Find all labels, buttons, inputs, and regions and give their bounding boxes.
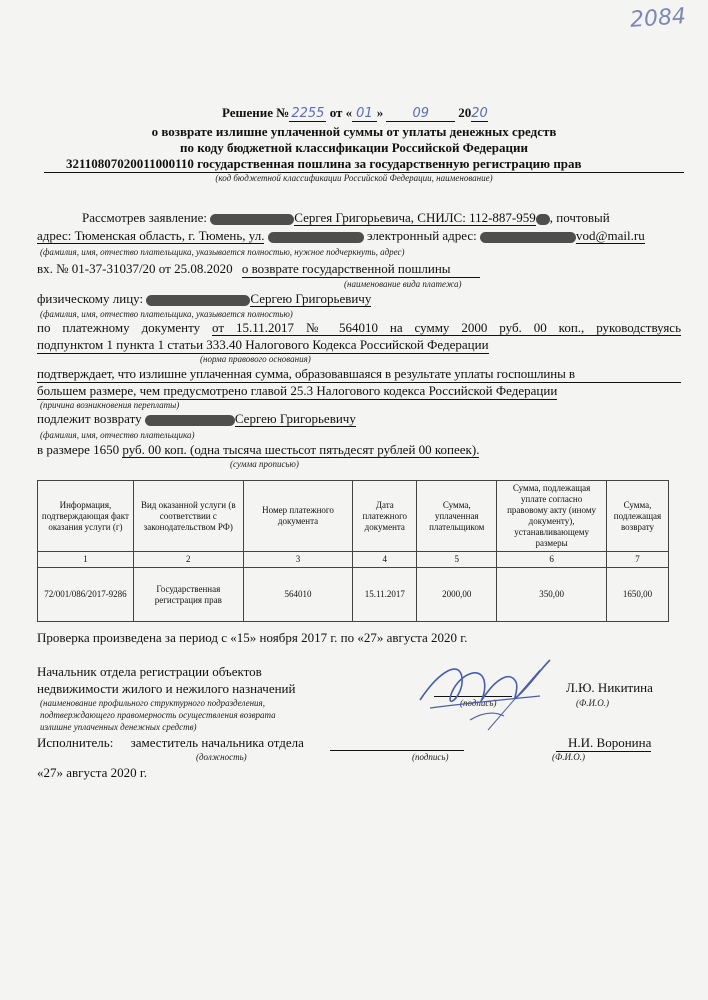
table-cell: 1650,00 (606, 568, 668, 622)
sign-caption: (подпись) (460, 698, 497, 708)
table-number-cell: 3 (243, 552, 353, 568)
decision-from-label: от « (329, 105, 353, 120)
table-number-cell: 6 (497, 552, 607, 568)
incoming-line (37, 261, 480, 278)
chief-title-line-2: недвижимости жилого и нежилого назначений (37, 681, 296, 696)
decision-year-prefix: 20 (458, 105, 472, 120)
signature-image (400, 630, 560, 760)
person-label: физическому лицу: (37, 291, 144, 306)
applicant-line (82, 210, 610, 226)
position-caption: (должность) (196, 752, 247, 762)
table-cell: 72/001/086/2017-9286 (38, 568, 134, 622)
payment-doc-line-2: подпунктом 1 пункта 1 статьи 333.40 Налогового Кодекса Российской Федерации (37, 337, 489, 352)
reason-caption: (причина возникновения переплаты) (40, 400, 180, 410)
unit-caption-1: (наименование профильного структурного подразделения, (40, 698, 265, 708)
executor-label: Исполнитель: (37, 735, 114, 750)
table-number-cell: 4 (353, 552, 417, 568)
table-cell: 350,00 (497, 568, 607, 622)
redaction-mark (145, 415, 235, 426)
person-line (37, 291, 371, 307)
redaction-mark (536, 214, 550, 225)
norm-caption: (норма правового основания) (200, 354, 311, 364)
refund-table (37, 480, 669, 622)
decision-day: 01 (352, 106, 377, 122)
chief-title-line-1: Начальник отдела регистрации объектов (37, 664, 262, 679)
document-date: «27» августа 2020 г. (37, 765, 147, 780)
table-header-cell: Вид оказанной услуги (в соответствии с законодательством РФ) (133, 481, 243, 552)
fio-caption: (Ф.И.О.) (576, 698, 609, 708)
payment-doc-details: от 15.11.2017 № 564010 на сумму 2000 руб. 00 коп., руководствуясь (212, 320, 681, 335)
confirm-line-1: подтверждает, что излишне уплаченная сумма, образовавшаяся в результате уплаты госпошлины в (37, 366, 681, 383)
decision-year-suffix: 20 (471, 106, 488, 121)
refund-line (37, 411, 356, 427)
header-line-2: по коду бюджетной классификации Российской Федерации (179, 140, 528, 155)
email-label: электронный адрес: (366, 228, 477, 243)
table-cell: 15.11.2017 (353, 568, 417, 622)
corner-handwritten-number: 2084 (629, 4, 687, 33)
header-line-1: о возврате излишне уплаченной суммы от уплаты денежных средств (151, 124, 557, 139)
executor-line (37, 735, 304, 751)
table-number-cell: 1 (38, 552, 134, 568)
address-line (37, 228, 645, 244)
payer-caption: (фамилия, имя, отчество плательщика, указывается полностью, нужное подчеркнуть, адрес) (40, 247, 405, 257)
redaction-mark (480, 232, 576, 243)
refund-name: Сергею Григорьевичу (234, 411, 356, 426)
refund-caption: (фамилия, имя, отчество плательщика) (40, 430, 195, 440)
payment-doc-line-1 (37, 320, 681, 336)
incoming-number: вх. № 01-37-31037/20 от 25.08.2020 (37, 261, 233, 276)
header-line-3-kbk: 32110807020011000110 государственная пошлина за государственную регистрацию прав (44, 156, 684, 173)
redaction-mark (268, 232, 364, 243)
header-kbk-caption: (код бюджетной классификации Российской Федерации, наименование) (215, 173, 493, 183)
payment-doc-label: по платежному документу (37, 320, 201, 335)
period-line: Проверка произведена за период с «15» ноября 2017 г. по «27» августа 2020 г. (37, 630, 468, 645)
chief-name: Л.Ю. Никитина (566, 680, 653, 695)
table-number-cell: 2 (133, 552, 243, 568)
amount-line (37, 442, 479, 458)
executor-name: Н.И. Воронина (556, 735, 651, 752)
sign-caption-2: (подпись) (412, 752, 449, 762)
decision-month: 09 (386, 106, 455, 122)
payment-type-caption: (наименование вида платежа) (344, 279, 462, 289)
table-header-cell: Сумма, подлежащая уплате согласно правовому акту (иному документу), устанавливающему размеры (497, 481, 607, 552)
table-row (38, 568, 669, 622)
table-cell: Государственная регистрация прав (133, 568, 243, 622)
executor-role-underline (330, 750, 464, 751)
table-number-cell: 7 (606, 552, 668, 568)
decision-prefix: Решение № (222, 105, 290, 120)
amount-number: в размере 1650 (37, 442, 120, 457)
unit-caption-2: подтверждающего правомерность осуществления возврата (40, 710, 276, 720)
table-header-cell: Сумма, подлежащая возврату (606, 481, 668, 552)
decision-number: 2255 (291, 106, 325, 121)
confirm-line-2: большем размере, чем предусмотрено главой 25.3 Налогового кодекса Российской Федерации (37, 383, 558, 398)
redaction-mark (146, 295, 250, 306)
table-header-cell: Номер платежного документа (243, 481, 353, 552)
redaction-mark (210, 214, 294, 225)
table-number-row (38, 552, 669, 568)
decision-title-line (222, 105, 488, 121)
executor-role: заместитель начальника отдела (130, 735, 304, 750)
table-header-cell: Сумма, уплаченная плательщиком (417, 481, 497, 552)
refund-label: подлежит возврату (37, 411, 142, 426)
applicant-name: Сергея Григорьевича, СНИЛС: 112-887-959 (294, 210, 536, 225)
address-start: адрес: Тюменская область, г. Тюмень, ул. (37, 228, 265, 243)
decision-quote-close: » (376, 105, 384, 120)
table-header-row (38, 481, 669, 552)
amount-words: руб. 00 коп. (одна тысяча шестьсот пятьдесят рублей 00 копеек). (122, 442, 480, 457)
applicant-end: , почтовый (549, 210, 610, 225)
amount-caption: (сумма прописью) (230, 459, 299, 469)
unit-caption-3: излишне уплаченных денежных средств) (40, 722, 197, 732)
fio-caption-2: (Ф.И.О.) (552, 752, 585, 762)
email-value: vod@mail.ru (576, 228, 645, 243)
person-caption: (фамилия, имя, отчество плательщика, указывается полностью) (40, 309, 293, 319)
applicant-start: Рассмотрев заявление: (82, 210, 207, 225)
table-cell: 2000,00 (417, 568, 497, 622)
table-header-cell: Информация, подтверждающая факт оказания услуги (г) (38, 481, 134, 552)
table-header-cell: Дата платежного документа (353, 481, 417, 552)
table-cell: 564010 (243, 568, 353, 622)
person-name: Сергею Григорьевичу (250, 291, 372, 306)
table-number-cell: 5 (417, 552, 497, 568)
incoming-topic: о возврате государственной пошлины (242, 261, 480, 278)
